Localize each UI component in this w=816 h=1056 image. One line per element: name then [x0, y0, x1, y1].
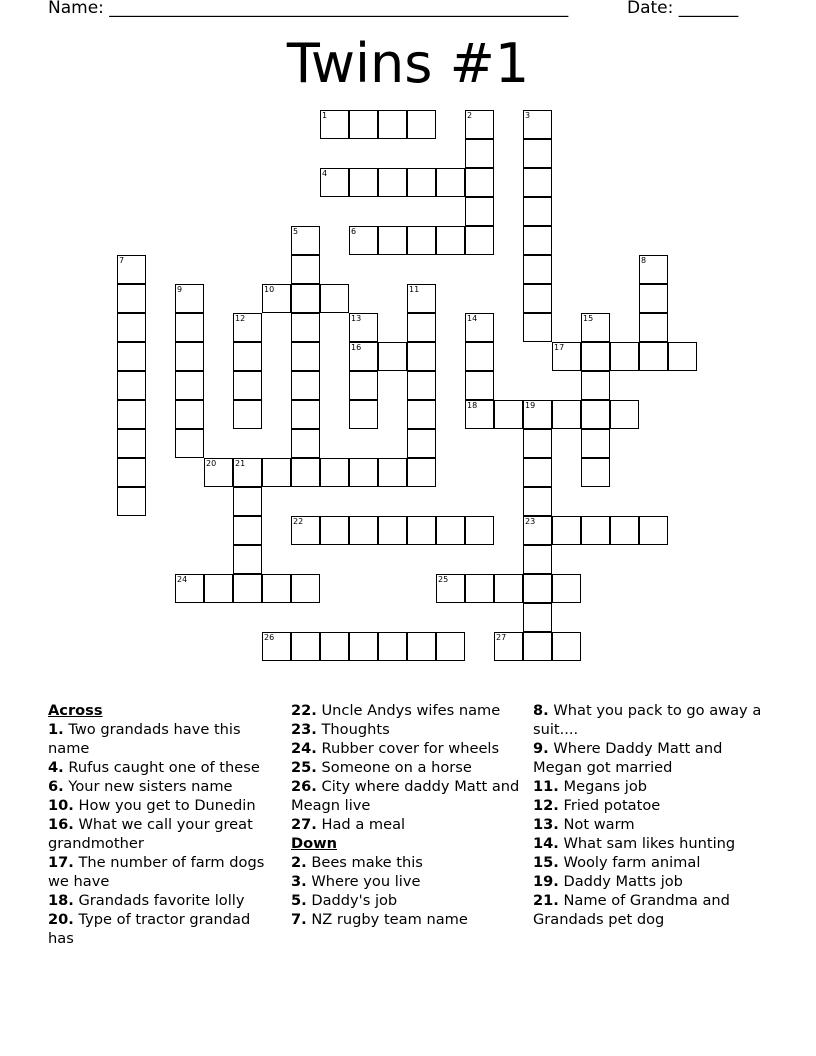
- clue-text: Uncle Andys wifes name: [316, 702, 501, 719]
- grid-cell[interactable]: [465, 400, 494, 429]
- clue-item: [291, 701, 521, 720]
- grid-cell[interactable]: [117, 487, 146, 516]
- clue-number: 1: [322, 111, 328, 120]
- grid-cell[interactable]: [291, 400, 320, 429]
- grid-cell[interactable]: [552, 574, 581, 603]
- clue-item: [48, 796, 280, 815]
- grid-cell[interactable]: [639, 255, 668, 284]
- grid-cell[interactable]: [581, 313, 610, 342]
- grid-cell[interactable]: [639, 342, 668, 371]
- grid-cell[interactable]: [320, 458, 349, 487]
- clue-item: [48, 853, 280, 891]
- clue-number: 13: [351, 314, 362, 323]
- clue-number: 6: [351, 227, 357, 236]
- clue-number-label: 14.: [533, 835, 559, 852]
- grid-cell[interactable]: [349, 342, 378, 371]
- grid-cell[interactable]: [378, 110, 407, 139]
- grid-cell[interactable]: [552, 342, 581, 371]
- grid-cell[interactable]: [320, 284, 349, 313]
- grid-cell[interactable]: [349, 516, 378, 545]
- grid-cell[interactable]: [523, 400, 552, 429]
- clue-number-label: 4.: [48, 759, 64, 776]
- clue-number: 5: [293, 227, 299, 236]
- clue-text: Had a meal: [316, 816, 406, 833]
- clue-item: [291, 720, 521, 739]
- grid-cell[interactable]: [320, 110, 349, 139]
- clue-text: Where you live: [306, 873, 421, 890]
- grid-cell[interactable]: [233, 574, 262, 603]
- clue-number-label: 1.: [48, 721, 64, 738]
- grid-cell[interactable]: [291, 284, 320, 313]
- grid-cell[interactable]: [349, 226, 378, 255]
- clue-number-label: 23.: [291, 721, 317, 738]
- grid-cell[interactable]: [581, 516, 610, 545]
- grid-cell[interactable]: [465, 313, 494, 342]
- clue-text: Rubber cover for wheels: [316, 740, 500, 757]
- clue-number-label: 3.: [291, 873, 307, 890]
- grid-cell[interactable]: [291, 226, 320, 255]
- clue-item: [291, 739, 521, 758]
- grid-cell[interactable]: [262, 632, 291, 661]
- grid-cell[interactable]: [523, 226, 552, 255]
- down-heading: Down: [291, 835, 338, 852]
- clue-number-label: 12.: [533, 797, 559, 814]
- grid-cell[interactable]: [581, 342, 610, 371]
- clue-number: 8: [641, 256, 647, 265]
- grid-cell[interactable]: [175, 371, 204, 400]
- clue-number: 15: [583, 314, 594, 323]
- grid-cell[interactable]: [175, 400, 204, 429]
- clue-text: Megans job: [558, 778, 648, 795]
- grid-cell[interactable]: [233, 545, 262, 574]
- grid-cell[interactable]: [407, 313, 436, 342]
- grid-cell[interactable]: [465, 516, 494, 545]
- clues-column-1: [48, 701, 280, 948]
- clue-number: 24: [177, 575, 188, 584]
- grid-cell[interactable]: [494, 574, 523, 603]
- clue-item: [533, 834, 763, 853]
- clue-number: 18: [467, 401, 478, 410]
- grid-cell[interactable]: [175, 342, 204, 371]
- grid-cell[interactable]: [523, 516, 552, 545]
- clue-number-label: 9.: [533, 740, 549, 757]
- clue-text: Daddy Matts job: [558, 873, 683, 890]
- grid-cell[interactable]: [436, 226, 465, 255]
- grid-cell[interactable]: [552, 516, 581, 545]
- clue-item: [48, 777, 280, 796]
- clue-number: 12: [235, 314, 246, 323]
- grid-cell[interactable]: [436, 168, 465, 197]
- clue-item: [533, 777, 763, 796]
- grid-cell[interactable]: [523, 139, 552, 168]
- grid-cell[interactable]: [523, 574, 552, 603]
- clue-number-label: 10.: [48, 797, 74, 814]
- clue-text: Where Daddy Matt and Megan got married: [533, 740, 723, 776]
- grid-cell[interactable]: [349, 400, 378, 429]
- grid-cell[interactable]: [552, 632, 581, 661]
- clue-text: Your new sisters name: [63, 778, 233, 795]
- grid-cell[interactable]: [117, 284, 146, 313]
- clue-text: How you get to Dunedin: [73, 797, 256, 814]
- clue-number-label: 13.: [533, 816, 559, 833]
- grid-cell[interactable]: [436, 516, 465, 545]
- clue-number-label: 25.: [291, 759, 317, 776]
- clue-text: Name of Grandma and Grandads pet dog: [533, 892, 730, 928]
- clue-text: Two grandads have this name: [48, 721, 241, 757]
- grid-cell[interactable]: [523, 429, 552, 458]
- clue-number: 7: [119, 256, 125, 265]
- clue-text: What you pack to go away a suit....: [533, 702, 762, 738]
- grid-cell[interactable]: [494, 400, 523, 429]
- clue-text: Thoughts: [316, 721, 390, 738]
- grid-cell[interactable]: [349, 313, 378, 342]
- grid-cell[interactable]: [639, 313, 668, 342]
- grid-cell[interactable]: [378, 226, 407, 255]
- grid-cell[interactable]: [117, 255, 146, 284]
- clues-column-3: [533, 701, 763, 929]
- grid-cell[interactable]: [117, 342, 146, 371]
- grid-cell[interactable]: [552, 400, 581, 429]
- clue-text: Rufus caught one of these: [63, 759, 260, 776]
- clue-number-label: 27.: [291, 816, 317, 833]
- clue-item: [533, 891, 763, 929]
- grid-cell[interactable]: [523, 603, 552, 632]
- grid-cell[interactable]: [465, 371, 494, 400]
- clue-number-label: 8.: [533, 702, 549, 719]
- grid-cell[interactable]: [407, 110, 436, 139]
- grid-cell[interactable]: [117, 458, 146, 487]
- puzzle-title: Twins #1: [286, 32, 530, 95]
- clue-item: [291, 853, 521, 872]
- grid-cell[interactable]: [349, 168, 378, 197]
- clue-number: 16: [351, 343, 362, 352]
- clue-number: 22: [293, 517, 304, 526]
- clue-number-label: 7.: [291, 911, 307, 928]
- clue-number-label: 18.: [48, 892, 74, 909]
- clue-number: 26: [264, 633, 275, 642]
- grid-cell[interactable]: [291, 632, 320, 661]
- clue-item: [291, 891, 521, 910]
- grid-cell[interactable]: [378, 632, 407, 661]
- grid-cell[interactable]: [175, 574, 204, 603]
- grid-cell[interactable]: [349, 110, 378, 139]
- grid-cell[interactable]: [117, 371, 146, 400]
- clue-number: 25: [438, 575, 449, 584]
- grid-cell[interactable]: [523, 632, 552, 661]
- grid-cell[interactable]: [465, 342, 494, 371]
- grid-cell[interactable]: [378, 168, 407, 197]
- clue-number: 17: [554, 343, 565, 352]
- grid-cell[interactable]: [291, 458, 320, 487]
- grid-cell[interactable]: [233, 400, 262, 429]
- grid-cell[interactable]: [233, 313, 262, 342]
- date-field-label: Date: _______: [627, 0, 739, 18]
- grid-cell[interactable]: [465, 168, 494, 197]
- grid-cell[interactable]: [465, 139, 494, 168]
- clue-number: 9: [177, 285, 183, 294]
- grid-cell[interactable]: [233, 458, 262, 487]
- clue-text: Grandads favorite lolly: [73, 892, 245, 909]
- clue-item: [533, 739, 763, 777]
- clue-number: 4: [322, 169, 328, 178]
- grid-cell[interactable]: [233, 342, 262, 371]
- clue-number: 27: [496, 633, 507, 642]
- grid-cell[interactable]: [378, 516, 407, 545]
- grid-cell[interactable]: [175, 313, 204, 342]
- grid-cell[interactable]: [523, 458, 552, 487]
- clue-number: 19: [525, 401, 536, 410]
- grid-cell[interactable]: [233, 487, 262, 516]
- grid-cell[interactable]: [523, 545, 552, 574]
- clue-number: 11: [409, 285, 420, 294]
- grid-cell[interactable]: [117, 429, 146, 458]
- clue-item: [48, 891, 280, 910]
- clue-number-label: 24.: [291, 740, 317, 757]
- grid-cell[interactable]: [523, 284, 552, 313]
- grid-cell[interactable]: [407, 458, 436, 487]
- clue-number: 2: [467, 111, 473, 120]
- grid-cell[interactable]: [407, 632, 436, 661]
- clue-text: NZ rugby team name: [306, 911, 468, 928]
- grid-cell[interactable]: [407, 400, 436, 429]
- grid-cell[interactable]: [262, 284, 291, 313]
- grid-cell[interactable]: [407, 168, 436, 197]
- grid-cell[interactable]: [436, 632, 465, 661]
- grid-cell[interactable]: [262, 574, 291, 603]
- grid-cell[interactable]: [291, 371, 320, 400]
- grid-cell[interactable]: [407, 226, 436, 255]
- clue-item: [48, 720, 280, 758]
- clue-number: 3: [525, 111, 531, 120]
- grid-cell[interactable]: [291, 255, 320, 284]
- grid-cell[interactable]: [523, 197, 552, 226]
- grid-cell[interactable]: [378, 342, 407, 371]
- clue-item: [533, 815, 763, 834]
- clue-number: 23: [525, 517, 536, 526]
- clue-number: 21: [235, 459, 246, 468]
- grid-cell[interactable]: [523, 313, 552, 342]
- grid-cell[interactable]: [523, 110, 552, 139]
- clue-item: [291, 777, 521, 815]
- grid-cell[interactable]: [465, 110, 494, 139]
- grid-cell[interactable]: [610, 400, 639, 429]
- grid-cell[interactable]: [349, 371, 378, 400]
- grid-cell[interactable]: [320, 632, 349, 661]
- clue-number-label: 11.: [533, 778, 559, 795]
- clue-item: [291, 910, 521, 929]
- clue-item: [533, 872, 763, 891]
- clue-text: The number of farm dogs we have: [48, 854, 265, 890]
- grid-cell[interactable]: [610, 516, 639, 545]
- grid-cell[interactable]: [407, 371, 436, 400]
- clue-text: Type of tractor grandad has: [48, 911, 251, 947]
- grid-cell[interactable]: [436, 574, 465, 603]
- grid-cell[interactable]: [349, 632, 378, 661]
- clue-number-label: 2.: [291, 854, 307, 871]
- clue-item: [48, 910, 280, 948]
- grid-cell[interactable]: [204, 574, 233, 603]
- clue-text: Wooly farm animal: [558, 854, 701, 871]
- clue-number-label: 16.: [48, 816, 74, 833]
- grid-cell[interactable]: [378, 458, 407, 487]
- clue-item: [291, 872, 521, 891]
- grid-cell[interactable]: [523, 255, 552, 284]
- clue-number-label: 21.: [533, 892, 559, 909]
- clue-text: What sam likes hunting: [558, 835, 736, 852]
- grid-cell[interactable]: [320, 516, 349, 545]
- grid-cell[interactable]: [465, 197, 494, 226]
- clue-number-label: 6.: [48, 778, 64, 795]
- clue-number: 14: [467, 314, 478, 323]
- grid-cell[interactable]: [639, 284, 668, 313]
- grid-cell[interactable]: [407, 429, 436, 458]
- clue-number-label: 20.: [48, 911, 74, 928]
- clue-text: What we call your great grandmother: [48, 816, 253, 852]
- clue-number-label: 22.: [291, 702, 317, 719]
- grid-cell[interactable]: [175, 429, 204, 458]
- grid-cell[interactable]: [523, 168, 552, 197]
- clue-item: [533, 796, 763, 815]
- clue-text: Not warm: [558, 816, 635, 833]
- grid-cell[interactable]: [204, 458, 233, 487]
- grid-cell[interactable]: [320, 168, 349, 197]
- clue-number-label: 5.: [291, 892, 307, 909]
- clue-number-label: 19.: [533, 873, 559, 890]
- clue-number: 10: [264, 285, 275, 294]
- grid-cell[interactable]: [610, 342, 639, 371]
- grid-cell[interactable]: [349, 458, 378, 487]
- grid-cell[interactable]: [494, 632, 523, 661]
- grid-cell[interactable]: [291, 313, 320, 342]
- grid-cell[interactable]: [581, 429, 610, 458]
- clue-text: City where daddy Matt and Meagn live: [291, 778, 520, 814]
- grid-cell[interactable]: [175, 284, 204, 313]
- clue-number: 20: [206, 459, 217, 468]
- grid-cell[interactable]: [639, 516, 668, 545]
- grid-cell[interactable]: [581, 458, 610, 487]
- grid-cell[interactable]: [407, 284, 436, 313]
- grid-cell[interactable]: [291, 574, 320, 603]
- grid-cell[interactable]: [407, 516, 436, 545]
- across-heading: Across: [48, 702, 103, 719]
- clue-item: [533, 853, 763, 872]
- clue-text: Fried potatoe: [558, 797, 661, 814]
- grid-cell[interactable]: [668, 342, 697, 371]
- grid-cell[interactable]: [117, 313, 146, 342]
- grid-cell[interactable]: [117, 400, 146, 429]
- grid-cell[interactable]: [581, 400, 610, 429]
- grid-cell[interactable]: [291, 429, 320, 458]
- clue-item: [48, 815, 280, 853]
- clue-number-label: 26.: [291, 778, 317, 795]
- grid-cell[interactable]: [233, 371, 262, 400]
- clue-number-label: 17.: [48, 854, 74, 871]
- grid-cell[interactable]: [465, 226, 494, 255]
- clue-text: Someone on a horse: [316, 759, 472, 776]
- clue-text: Daddy's job: [306, 892, 398, 909]
- clue-item: [48, 758, 280, 777]
- grid-cell[interactable]: [262, 458, 291, 487]
- grid-cell[interactable]: [581, 371, 610, 400]
- grid-cell[interactable]: [407, 342, 436, 371]
- clue-item: [291, 815, 521, 834]
- grid-cell[interactable]: [291, 516, 320, 545]
- grid-cell[interactable]: [291, 342, 320, 371]
- grid-cell[interactable]: [523, 487, 552, 516]
- clues-column-2: [291, 701, 521, 929]
- name-field-label: Name: ______________________________________________________: [48, 0, 569, 18]
- clue-number-label: 15.: [533, 854, 559, 871]
- clue-item: [533, 701, 763, 739]
- clue-text: Bees make this: [306, 854, 423, 871]
- clue-item: [291, 758, 521, 777]
- grid-cell[interactable]: [465, 574, 494, 603]
- grid-cell[interactable]: [233, 516, 262, 545]
